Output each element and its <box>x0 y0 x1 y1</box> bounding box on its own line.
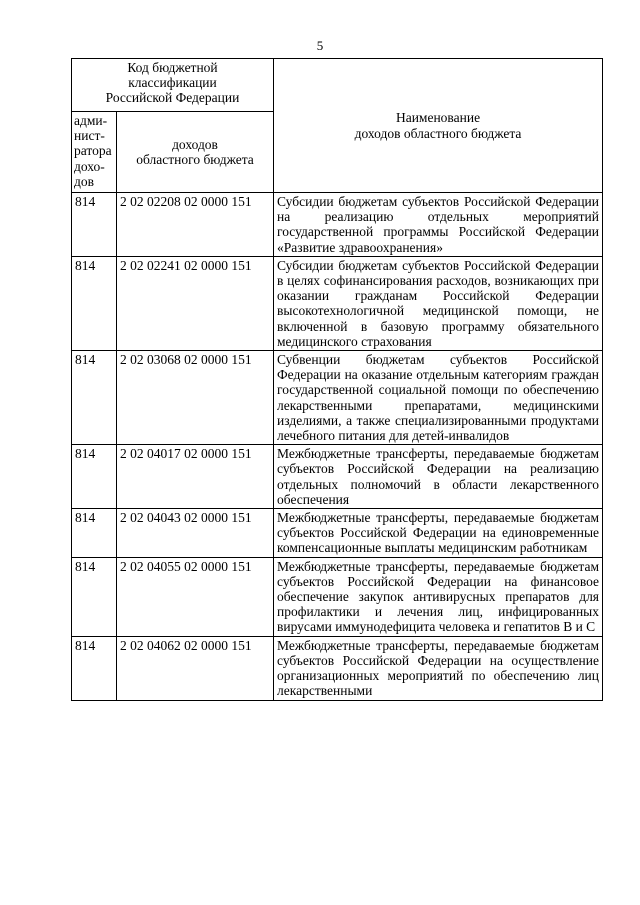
income-name: Межбюджетные трансферты, передаваемые бюджетам субъектов Российской Федерации на реализацию отдельных полномочий в области лекарственного обеспечения <box>274 445 603 509</box>
header-group-line-3: Российской Федерации <box>105 90 240 106</box>
income-name: Субсидии бюджетам субъектов Российской Федерации в целях софинансирования расходов, возникающих при оказании гражданам Российской Федерации высокотехнологичной медицинской помощи, не включенной в базовую программу обязательного медицинского страхования <box>274 256 603 350</box>
header-code-group <box>72 59 274 112</box>
table-row <box>72 509 603 558</box>
admin-code: 814 <box>72 193 117 257</box>
header-name-line-1: Наименование <box>395 110 481 126</box>
budget-code: 2 02 04055 02 0000 151 <box>117 557 274 636</box>
admin-code: 814 <box>72 256 117 350</box>
header-admin-line-4: дохо- <box>74 158 105 174</box>
budget-code: 2 02 03068 02 0000 151 <box>117 351 274 445</box>
income-name: Межбюджетные трансферты, передаваемые бюджетам субъектов Российской Федерации на финансовое обеспечение закупок антивирусных препаратов для профилактики и лечения лиц, инфицированных вирусами иммунодефицита человека и гепатитов B и C <box>274 557 603 636</box>
header-group-line-2: классификации <box>128 75 217 91</box>
budget-code: 2 02 04043 02 0000 151 <box>117 509 274 558</box>
budget-code: 2 02 04017 02 0000 151 <box>117 445 274 509</box>
header-income-line-2: областного бюджета <box>136 152 254 167</box>
admin-code: 814 <box>72 557 117 636</box>
budget-code: 2 02 04062 02 0000 151 <box>117 636 274 700</box>
header-admin-cell <box>72 112 117 193</box>
admin-code: 814 <box>72 445 117 509</box>
income-name: Субсидии бюджетам субъектов Российской Федерации на реализацию отдельных мероприятий государственной программы Российской Федерации «Развитие здравоохранения» <box>274 193 603 257</box>
table-row <box>72 445 603 509</box>
header-admin-line-3: ратора <box>74 143 112 159</box>
table-row <box>72 256 603 350</box>
table-row <box>72 193 603 257</box>
budget-classification-table <box>71 58 603 701</box>
header-income-cell <box>117 112 274 193</box>
header-row-1 <box>72 59 603 112</box>
header-income-line-1: доходов <box>172 136 218 152</box>
budget-code: 2 02 02241 02 0000 151 <box>117 256 274 350</box>
income-name: Межбюджетные трансферты, передаваемые бюджетам субъектов Российской Федерации на осуществление организационных мероприятий по обеспечению лиц лекарственными <box>274 636 603 700</box>
income-name: Субвенции бюджетам субъектов Российской Федерации на оказание отдельным категориям граждан государственной социальной помощи по обеспечению лекарственными препаратами, медицинскими изделиями, а также специализированными продуктами лечебного питания для детей-инвалидов <box>274 351 603 445</box>
header-admin-line-1: адми- <box>74 113 108 128</box>
table-row <box>72 351 603 445</box>
table-row <box>72 557 603 636</box>
page-number: 5 <box>316 38 324 53</box>
admin-code: 814 <box>72 509 117 558</box>
header-admin-line-5: дов <box>74 173 94 189</box>
table-row <box>72 636 603 700</box>
header-admin-line-2: нист- <box>74 128 105 144</box>
admin-code: 814 <box>72 636 117 700</box>
header-name-line-2: доходов областного бюджета <box>354 125 522 141</box>
budget-code: 2 02 02208 02 0000 151 <box>117 193 274 257</box>
admin-code: 814 <box>72 351 117 445</box>
income-name: Межбюджетные трансферты, передаваемые бюджетам субъектов Российской Федерации на единовременные компенсационные выплаты медицинским работникам <box>274 509 603 558</box>
header-group-line-1: Код бюджетной <box>127 60 218 75</box>
header-name-cell <box>274 59 603 193</box>
